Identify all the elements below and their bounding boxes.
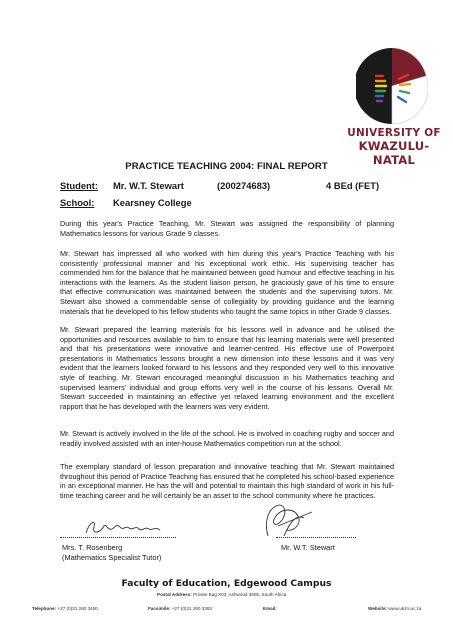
postal-label: Postal Address: [157, 592, 192, 597]
tutor-role: (Mathematics Specialist Tutor) [62, 553, 162, 562]
report-title: PRACTICE TEACHING 2004: FINAL REPORT [125, 161, 328, 172]
report-paragraph: Mr. Stewart is actively involved in the life of the school. He is involved in coaching rugby and soccer and readily involved assisted with an inter-house Mathematics competition run at the school. [60, 429, 394, 448]
school-name: Kearsney College [113, 197, 192, 208]
student-name: Mr. W.T. Stewart [113, 180, 184, 191]
report-paragraph: The exemplary standard of lesson preparation and innovative teaching that Mr. Stewart maintained throughout this period of Practice Teaching has ensured that he completed his school-based experience in an exceptional manner. He has the will and potential to maintain this high standard of work in his full-time teaching career and he will certainly be an asset to the school community where he practices. [60, 462, 394, 500]
postal-value: Private Bag X03, Ashwood 3605, South Africa [193, 592, 287, 597]
student-degree: 4 BEd (FET) [326, 180, 380, 191]
university-logo [338, 46, 441, 167]
faculty-name: Faculty of Education, Edgewood Campus [121, 578, 332, 589]
university-crest-icon [356, 46, 428, 126]
postal-address [157, 592, 286, 597]
website-value: www.ukzn.ac.za [388, 606, 422, 611]
school-label: School: [60, 197, 95, 208]
tutor-signature [82, 517, 172, 539]
telephone [32, 606, 98, 611]
website [368, 606, 421, 611]
student-signatory-name: Mr. W.T. Stewart [281, 543, 335, 552]
facsimile [148, 606, 212, 611]
telephone-value: +27 (0)31 260 3450 [57, 606, 98, 611]
signature-line [60, 537, 176, 538]
report-paragraph: Mr. Stewart prepared the learning materials for his lessons well in advance and he utilised the opportunities and resources available to him to ensure that his learning materials were well presented and that his presentations were innovative and learner-centred. His effective use of Powerpoint presentations in Mathematics lessons brought a new dimension into these lessons and it was very evident that the learners looked forward to his lessons and they responded very well to this innovative style of teaching. Mr. Stewart encouraged meaningful discussion in his Mathematics teaching and supervised learners' individual and group efforts very well in the course of his lessons. Overall Mr. Stewart succeeded in maintaining an effective yet relaxed learning environment and the excellent rapport that he has developed with the learners was very evident. [60, 325, 394, 411]
email-label: Email: [263, 606, 277, 611]
university-name-line2: KWAZULU-NATAL [358, 139, 430, 167]
website-label: Website: [368, 606, 388, 611]
telephone-label: Telephone: [32, 606, 57, 611]
facsimile-label: Facsimile: [148, 606, 171, 611]
tutor-name: Mrs. T. Rosenberg [62, 543, 123, 552]
signature-line [276, 537, 356, 538]
facsimile-value: +27 (0)31 260 3393 [171, 606, 212, 611]
report-paragraph: Mr. Stewart has impressed all who worked with him during this year's Practice Teaching with his consistently professional manner and his exceptional work ethic. His supervising teacher has commended him for the balance that he maintained between good humour and effective teaching in his interactions with the learners. As the student liaison person, he graciously gave of his time to ensure that effective communication was maintained between the students and the supervising tutors. Mr. Stewart also showed a commendable sense of collegiality by providing guidance and the learning materials that he developed to his fellow students who taught the same topics in other Grade 9 classes. [60, 249, 394, 316]
student-label: Student: [60, 180, 99, 191]
student-signature [254, 502, 324, 540]
report-paragraph: During this year's Practice Teaching, Mr. Stewart was assigned the responsibility of planning Mathematics lessons for various Grade 9 classes. [60, 219, 394, 238]
student-number: (200274683) [217, 180, 271, 191]
email [263, 606, 277, 611]
university-name-line1: UNIVERSITY OF [347, 127, 441, 139]
